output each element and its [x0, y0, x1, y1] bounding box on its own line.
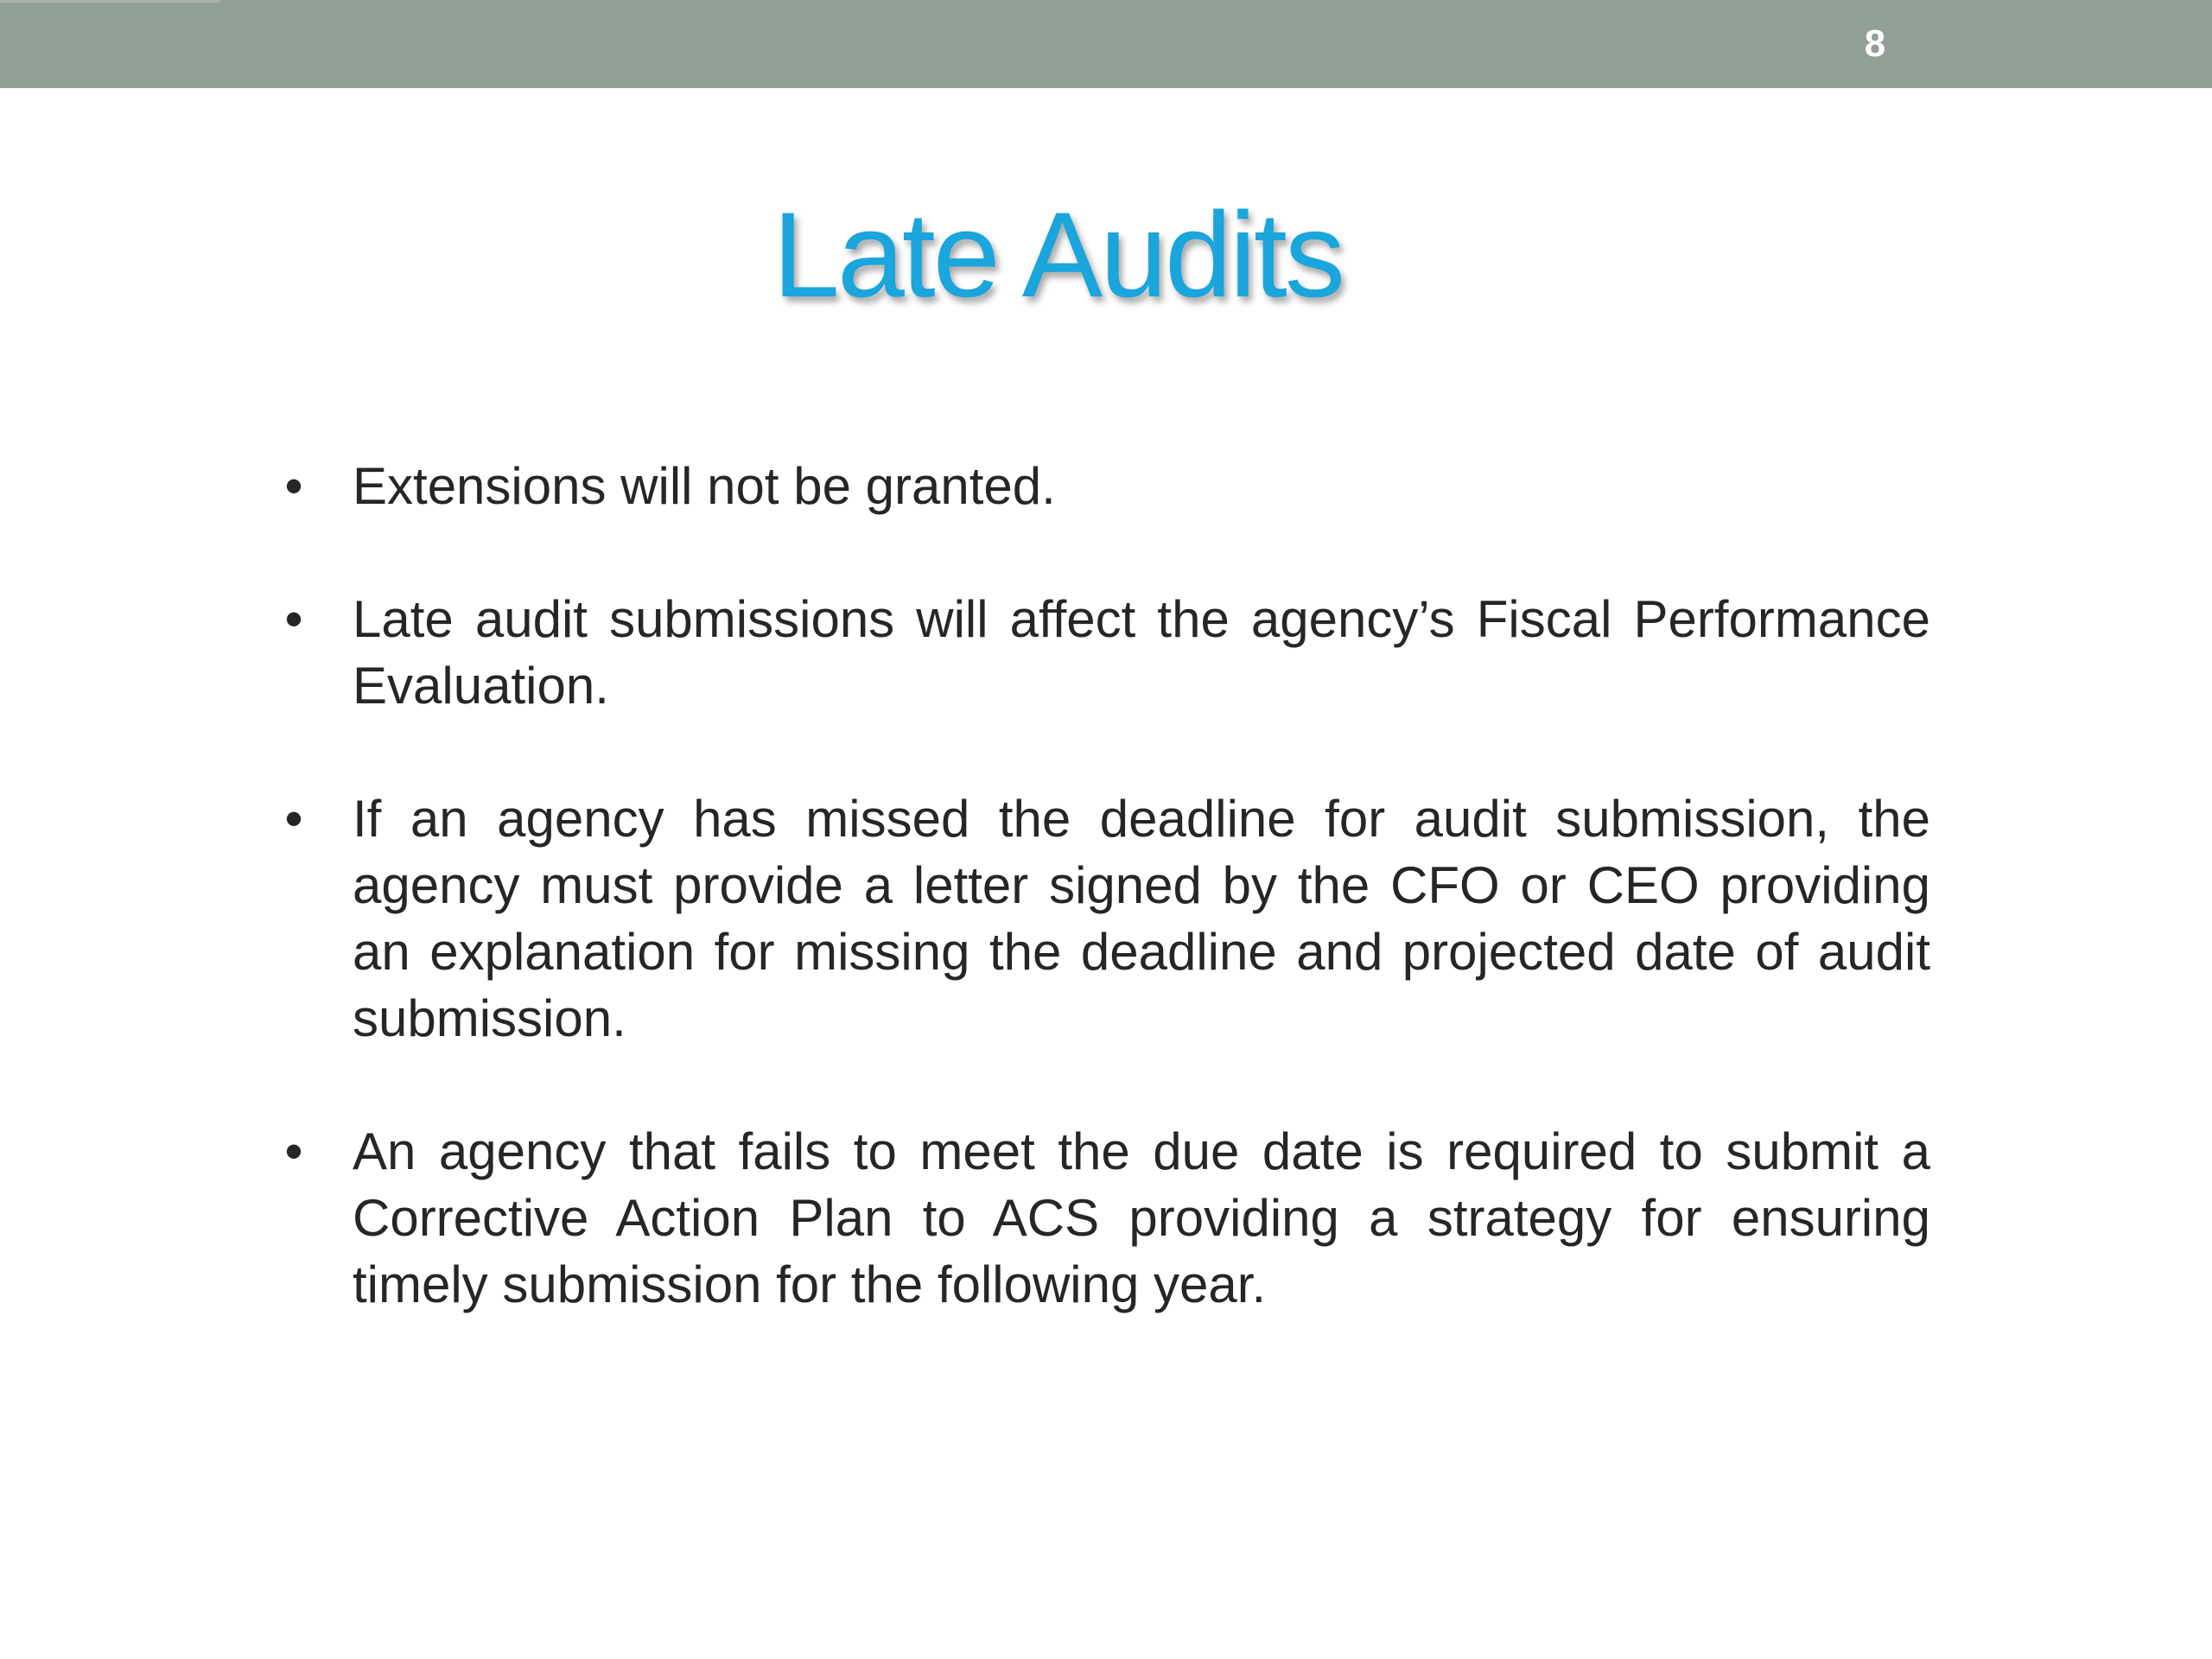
slide-title: Late Audits	[772, 187, 1343, 322]
bullet-text: Extensions will not be granted.	[353, 457, 1056, 515]
bullet-list	[276, 453, 1930, 1318]
bullet-text: If an agency has missed the deadline for audit submission, the agency must provide a letter signed by the CFO or CEO providing an explanation for missing the deadline and projected date of audit submission.	[353, 790, 1930, 1047]
bullet-item	[276, 453, 1930, 519]
bullet-icon: •	[284, 457, 303, 515]
slide-number: 8	[1864, 22, 1886, 65]
bullet-text: Late audit submissions will affect the agency’s Fiscal Performance Evaluation.	[353, 590, 1930, 715]
bullet-icon: •	[284, 790, 303, 848]
bullet-icon: •	[284, 590, 303, 648]
bullet-item	[276, 586, 1930, 719]
bullet-text: An agency that fails to meet the due date is required to submit a Corrective Action Plan to ACS providing a strategy for ensuring timely submission for the following year.	[353, 1122, 1930, 1313]
header-bar	[0, 0, 2212, 88]
bullet-item	[276, 785, 1930, 1052]
bullet-icon: •	[284, 1122, 303, 1180]
bullet-item	[276, 1118, 1930, 1318]
header-bar-highlight	[0, 0, 220, 3]
